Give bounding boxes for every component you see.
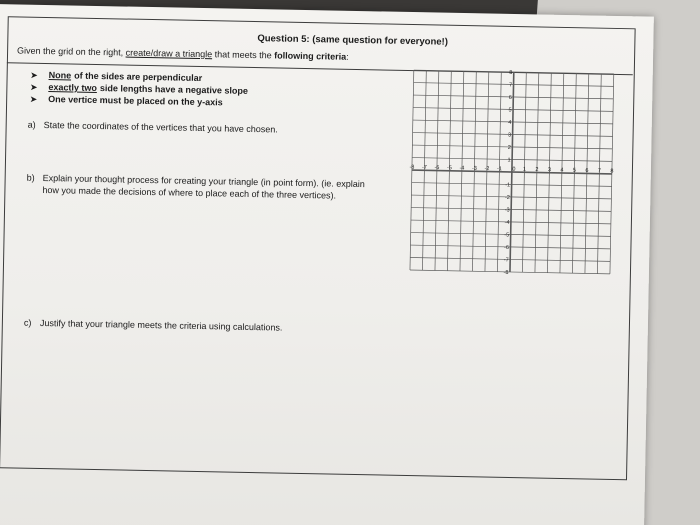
x-tick-label: 3	[547, 167, 552, 174]
x-tick-label: -5	[446, 165, 452, 172]
y-tick-label: -6	[503, 244, 509, 251]
x-tick-label: 2	[535, 166, 539, 173]
arrow-bullet-icon: ➤	[30, 94, 37, 104]
intro-bold: following criteria	[274, 50, 347, 62]
criteria-text: One vertice must be placed on the y-axis	[48, 94, 223, 108]
y-tick-label: -4	[504, 219, 510, 226]
arrow-bullet-icon: ➤	[30, 70, 38, 80]
coordinate-grid-svg	[406, 67, 622, 301]
y-tick-label: 2	[507, 144, 511, 151]
question-title: Question 5: (same question for everyone!)	[257, 33, 449, 48]
x-tick-label: -8	[409, 164, 415, 171]
part-b-label: b)	[26, 172, 35, 183]
x-tick-label: -4	[459, 165, 465, 172]
x-tick-label: 1	[522, 166, 527, 173]
y-tick-label: 5	[508, 107, 512, 114]
intro-instruction	[17, 45, 349, 61]
x-tick-label: -7	[421, 164, 427, 171]
intro-prefix: Given the grid on the right,	[17, 45, 126, 58]
x-tick-label: -2	[484, 165, 490, 173]
x-tick-label: 0	[512, 166, 516, 173]
x-tick-label: -6	[434, 164, 440, 172]
y-tick-label: 3	[507, 132, 512, 139]
x-tick-label: -3	[471, 165, 477, 172]
criteria-list	[30, 69, 248, 109]
part-b-text: Explain your thought process for creating your triangle (in point form). (ie. explain	[42, 172, 365, 190]
y-tick-label: 4	[508, 119, 512, 126]
criteria-underlined: None	[48, 70, 72, 81]
part-c-label: c)	[23, 317, 32, 328]
part-a-text: State the coordinates of the vertices that you have chosen.	[43, 119, 278, 135]
criteria-underlined: exactly two	[48, 82, 98, 93]
x-tick-label: 6	[585, 167, 589, 174]
y-tick-label: -1	[505, 182, 511, 189]
criteria-text: side lengths have a negative slope	[99, 83, 249, 96]
coordinate-grid	[406, 67, 622, 306]
y-tick-label: 6	[508, 94, 512, 101]
x-tick-label: -1	[496, 166, 502, 173]
part-b-prompt-line2: how you made the decisions of where to place each of the three vertices).	[42, 184, 337, 201]
y-tick-label: 7	[508, 82, 513, 89]
worksheet-page	[0, 4, 654, 525]
y-tick-label: -2	[504, 194, 510, 201]
intro-underlined: create/draw a triangle	[125, 47, 213, 60]
y-tick-label: -8	[503, 269, 509, 276]
y-tick-label: 8	[509, 69, 513, 76]
x-tick-label: 5	[572, 167, 576, 174]
intro-end: :	[346, 51, 349, 62]
y-tick-label: 1	[507, 157, 511, 164]
x-tick-label: 4	[560, 167, 564, 174]
criteria-text: of the sides are perpendicular	[74, 70, 203, 84]
part-a-label: a)	[27, 119, 36, 130]
intro-suffix: that meets the	[212, 49, 275, 61]
part-c-text: Justify that your triangle meets the criteria using calculations.	[39, 317, 283, 333]
arrow-bullet-icon: ➤	[30, 82, 38, 92]
y-tick-label: -3	[504, 207, 510, 214]
y-tick-label: -5	[504, 232, 510, 239]
x-tick-label: 8	[610, 168, 614, 175]
y-tick-label: -7	[503, 257, 509, 264]
x-tick-label: 7	[597, 168, 601, 175]
